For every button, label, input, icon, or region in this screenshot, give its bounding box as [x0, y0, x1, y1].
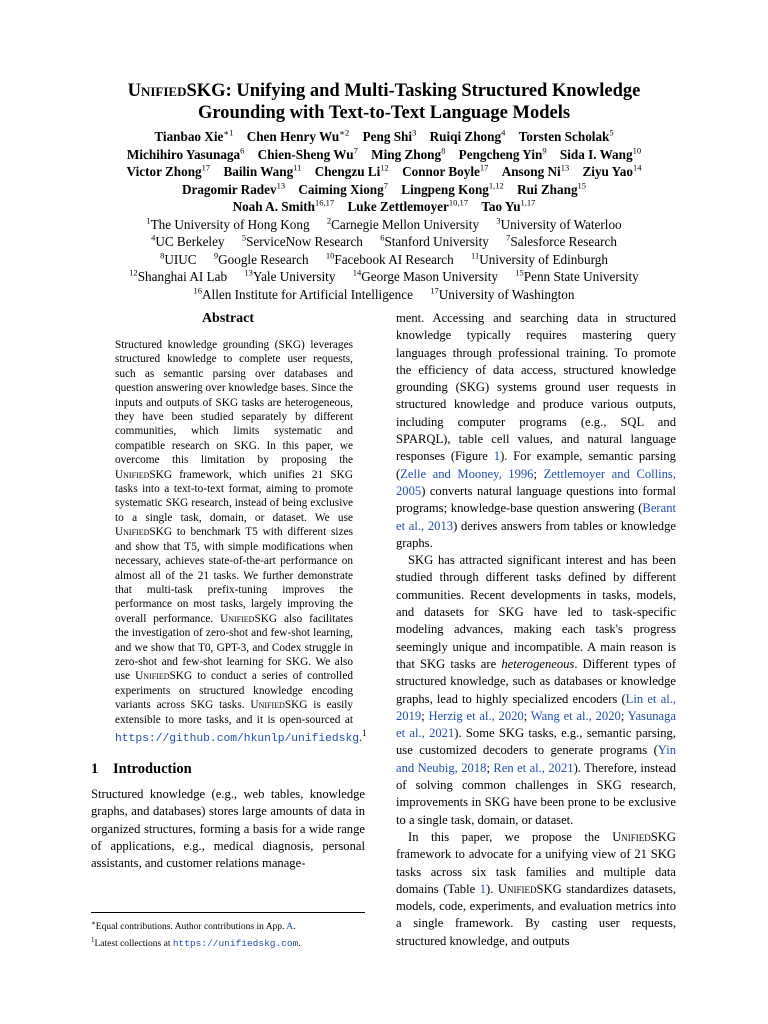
affiliation: $^6$Stanford University	[380, 233, 489, 250]
figure-ref[interactable]: 1	[493, 449, 501, 464]
author: Peng Shi$^3$	[362, 127, 417, 144]
affiliation-list	[60, 216, 708, 303]
citation[interactable]: Zelle and Mooney, 1996	[400, 466, 534, 481]
citation[interactable]: Herzig et al., 2020	[428, 708, 524, 723]
title-brand-suffix: SKG	[186, 81, 226, 101]
citation[interactable]: Wang et al., 2020	[530, 708, 621, 723]
affiliation: $^7$Salesforce Research	[506, 233, 617, 250]
author: Sida I. Wang$^{10}$	[559, 145, 642, 162]
affiliation: $^{10}$Facebook AI Research	[325, 250, 454, 267]
paragraph: ment. Accessing and searching data in structured knowledge typically requires mastering query languages through professional training. To promote the efficiency of data access, structured knowledge grounding (SKG) systems ground user requests in structured knowledge and produce various outputs, including computer programs (e.g., SQL and SPARQL), table cell values, and natural language responses (Figure 1). For example, semantic parsing (Zelle and Mooney, 1996; Zettlemoyer and Collins, 2005) converts natural language questions into formal programs; knowledge-base question answering (Berant et al., 2013) derives answers from tables or knowledge graphs.	[396, 311, 676, 550]
paragraph: In this paper, we propose the UnifiedSKG framework to advocate for a unifying view of 21 SKG tasks across six task families and multiple data domains (Table 1). UnifiedSKG standardizes datasets, models, code, experiments, and evaluation metrics into a single framework. By casting user requests, structured knowledge, and outputs	[396, 829, 676, 948]
affiliation: $^3$University of Waterloo	[496, 215, 622, 232]
title-line1: : Unifying and Multi-Tasking Structured Knowledge	[225, 81, 641, 101]
affiliation: $^5$ServiceNow Research	[241, 233, 363, 250]
citation[interactable]: Yasunaga et al., 2021	[396, 708, 677, 741]
abstract-heading: Abstract	[201, 311, 255, 326]
paper-title	[60, 80, 708, 124]
affiliation: $^1$The University of Hong Kong	[146, 215, 310, 232]
affiliation: $^{17}$University of Washington	[430, 285, 575, 302]
author-list	[60, 128, 708, 216]
author: Ruiqi Zhong$^4$	[429, 127, 506, 144]
author: Connor Boyle$^{17}$	[402, 162, 489, 180]
author: Rui Zhang$^{15}$	[517, 180, 587, 197]
abstract-body: Structured knowledge grounding (SKG) leverages structured knowledge to complete user requests, such as semantic parsing over databases and question answering over knowledge bases. Since the inputs and outputs of SKG tasks are heterogeneous, they have been studied separately by different communities, which limits systematic and compatible research on SKG. In this paper, we overcome this limitation by proposing the UnifiedSKG framework, which unifies 21 SKG tasks into a text-to-text format, aiming to promote systematic SKG research, instead of being exclusive to a single task, domain, or dataset. We use UnifiedSKG to benchmark T5 with different sizes and show that T5, with simple modifications when necessary, achieves state-of-the-art performance on almost all of the 21 tasks. We further demonstrate that multi-task prefix-tuning improves the performance on most tasks, largely improving the overall performance. UnifiedSKG also facilitates the investigation of zero-shot and few-shot learning, and we show that T0, GPT-3, and Codex struggle in zero-shot and few-shot learning for SKG. We also use UnifiedSKG to conduct a series of controlled experiments on structured knowledge encoding variants across SKG tasks. UnifiedSKG is easily extensible to more tasks, and it is open-sourced at https://github.com/hkunlp/unifiedskg.$^1$	[115, 339, 367, 745]
affiliation: $^8$UIUC	[160, 250, 197, 267]
footnote-latest-collections: $^1$Latest collections at https://unifiedskg.com.	[91, 935, 301, 949]
citation[interactable]: Zettlemoyer and Collins, 2005	[396, 466, 676, 498]
section-heading-introduction: 1 Introduction	[91, 761, 192, 778]
website-link[interactable]: https://unifiedskg.com	[172, 937, 299, 949]
repo-link[interactable]: https://github.com/hkunlp/unifiedskg	[115, 732, 360, 745]
author: Torsten Scholak$^5$	[518, 127, 614, 144]
author: Lingpeng Kong$^{1,12}$	[401, 180, 504, 197]
paragraph: SKG has attracted significant interest and has been studied through different tasks defined by different communities. Recent developments in tasks, models, and datasets for SKG have led to task-specific modeling advances, making each task's progress seemingly unique and incompatible. A main reason is that SKG tasks are heterogeneous. Different types of structured knowledge, such as databases or knowledge graphs, lead to highly specialized encoders (Lin et al., 2019; Herzig et al., 2020; Wang et al., 2020; Yasunaga et al., 2021). Some SKG tasks, e.g., semantic parsing, use customized decoders to generate programs (Yin and Neubig, 2018; Ren et al., 2021). Therefore, instead of solving common challenges in SKG research, improvements in SKG have been prone to be exclusive to a single task, domain, or dataset.	[396, 553, 677, 827]
title-brand-prefix: Unified	[127, 81, 187, 101]
author: Tianbao Xie$^{∗1}$	[154, 127, 234, 144]
affiliation: $^{12}$Shanghai AI Lab	[129, 267, 228, 285]
citation[interactable]: Lin et al., 2019	[396, 691, 676, 723]
author: Ming Zhong$^8$	[371, 145, 446, 162]
author: Noah A. Smith$^{16,17}$	[232, 197, 335, 215]
affiliation: $^{11}$University of Edinburgh	[471, 250, 608, 267]
affiliation: $^{14}$George Mason University	[352, 267, 498, 285]
affiliation: $^{15}$Penn State University	[515, 267, 639, 285]
appendix-link[interactable]: A	[286, 922, 294, 933]
affiliation: $^{16}$Allen Institute for Artificial Intelligence	[193, 285, 413, 302]
author: Caiming Xiong$^7$	[298, 180, 388, 197]
citation[interactable]: Yin and Neubig, 2018	[396, 743, 676, 775]
affiliation: $^9$Google Research	[213, 250, 309, 267]
affiliation: $^{13}$Yale University	[244, 267, 336, 285]
affiliation: $^2$Carnegie Mellon University	[326, 215, 480, 232]
left-column	[91, 310, 365, 873]
intro-paragraph: Structured knowledge (e.g., web tables, knowledge graphs, and databases) stores large amounts of data in organized structures, forming a basis for a wide range of applications, e.g., medical diagnosis, personal assistants, and customer relations manage-	[91, 787, 365, 871]
author: Pengcheng Yin$^9$	[458, 145, 547, 162]
author: Chien-Sheng Wu$^7$	[257, 145, 358, 162]
footnotes	[91, 912, 365, 950]
citation[interactable]: Berant et al., 2013	[396, 501, 676, 533]
right-column	[396, 310, 676, 950]
author: Ziyu Yao$^{14}$	[582, 162, 642, 180]
author: Luke Zettlemoyer$^{10,17}$	[347, 197, 469, 215]
author: Chengzu Li$^{12}$	[314, 162, 389, 180]
author: Tao Yu$^{1,17}$	[481, 197, 536, 215]
title-line2: Grounding with Text-to-Text Language Models	[197, 103, 571, 123]
table-ref[interactable]: 1	[479, 881, 487, 896]
author: Dragomir Radev$^{13}$	[181, 180, 286, 197]
author: Chen Henry $Wu^{∗2}$	[246, 127, 350, 144]
footnote-ref[interactable]: 1	[361, 728, 367, 739]
author: Michihiro Yasunaga$^6$	[126, 145, 245, 162]
author: Bailin Wang$^{11}$	[223, 162, 302, 180]
author: Victor Zhong$^{17}$	[126, 162, 211, 180]
footnote-equal-contribution: ∗Equal contributions. Author contributions in App. A.	[91, 919, 296, 933]
author: Ansong Ni$^{13}$	[501, 162, 570, 180]
citation[interactable]: Ren et al., 2021	[493, 760, 574, 775]
affiliation: $^4$UC Berkeley	[151, 233, 225, 250]
